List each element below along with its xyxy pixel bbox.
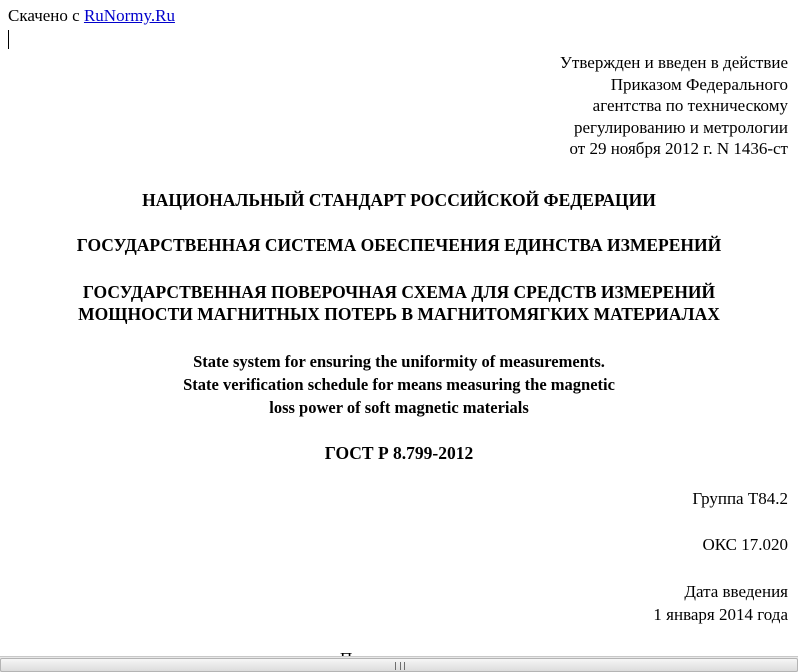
gsi-title: ГОСУДАРСТВЕННАЯ СИСТЕМА ОБЕСПЕЧЕНИЯ ЕДИНСТВА ИЗМЕРЕНИЙ: [76, 235, 722, 255]
grip-lines-icon: [395, 662, 405, 670]
date-value: 1 января 2014 года: [653, 605, 788, 624]
horizontal-scrollbar[interactable]: [0, 656, 798, 672]
date-label: Дата введения: [684, 582, 788, 601]
english-title-line: loss power of soft magnetic materials: [269, 398, 529, 417]
approval-line: Утвержден и введен в действие: [559, 53, 788, 72]
source-line: [8, 5, 175, 26]
approval-line: регулированию и метрологии: [573, 117, 788, 137]
gost-number: ГОСТ Р 8.799-2012: [324, 443, 474, 463]
oks-code: ОКС 17.020: [702, 535, 788, 554]
text-caret: [8, 30, 9, 49]
approval-line: от 29 ноября 2012 г. N 1436-ст: [569, 139, 788, 158]
english-title-line: State system for ensuring the uniformity of measurements.: [193, 352, 605, 371]
english-title: [0, 350, 798, 419]
approval-block: [560, 52, 788, 160]
approval-line: Приказом Федерального: [610, 74, 788, 94]
group-code: Группа Т84.2: [692, 489, 788, 508]
scrollbar-thumb[interactable]: [0, 658, 798, 672]
scheme-title-line: МОЩНОСТИ МАГНИТНЫХ ПОТЕРЬ В МАГНИТОМЯГКИХ МАТЕРИАЛАХ: [78, 304, 720, 324]
english-title-line: State verification schedule for means measuring the magnetic: [183, 375, 615, 394]
runormy-link[interactable]: RuNormy.Ru: [83, 6, 175, 25]
approval-line: агентства по техническому: [592, 96, 788, 115]
source-prefix: Скачено с: [8, 6, 84, 25]
national-standard-title: НАЦИОНАЛЬНЫЙ СТАНДАРТ РОССИЙСКОЙ ФЕДЕРАЦИИ: [142, 190, 656, 210]
scheme-title-line: ГОСУДАРСТВЕННАЯ ПОВЕРОЧНАЯ СХЕМА ДЛЯ СРЕДСТВ ИЗМЕРЕНИЙ: [82, 282, 716, 302]
verification-scheme-title: [0, 281, 798, 325]
introduction-date: [653, 580, 788, 626]
